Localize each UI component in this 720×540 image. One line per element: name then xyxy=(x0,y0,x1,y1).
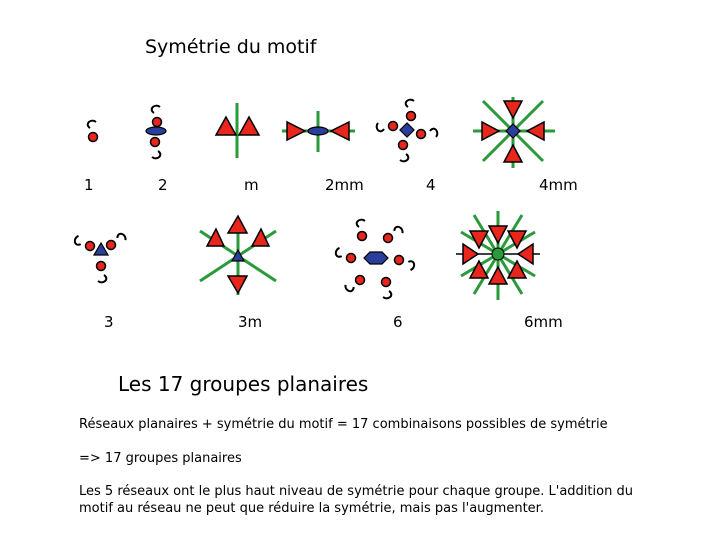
motif-2 xyxy=(146,106,166,159)
motif-4mm xyxy=(473,97,555,168)
paragraph-3-line-1: Les 5 réseaux ont le plus haut niveau de symétrie pour chaque groupe. L'addition du xyxy=(79,484,633,499)
label-m: m xyxy=(244,176,259,194)
paragraph-2: => 17 groupes planaires xyxy=(79,451,242,466)
motif-3 xyxy=(73,232,127,282)
motif-m xyxy=(216,103,259,158)
section-subtitle: Les 17 groupes planaires xyxy=(118,372,369,396)
paragraph-3-line-2: motif au réseau ne peut que réduire la symétrie, mais pas l'augmenter. xyxy=(79,501,544,516)
label-4: 4 xyxy=(426,176,436,194)
motif-6mm xyxy=(456,211,540,300)
diagram-title: Symétrie du motif xyxy=(145,36,317,58)
label-1: 1 xyxy=(84,176,94,194)
label-2mm: 2mm xyxy=(325,176,364,194)
motif-1 xyxy=(88,121,98,142)
motif-4 xyxy=(377,100,438,162)
label-6: 6 xyxy=(393,313,403,331)
paragraph-1: Réseaux planaires + symétrie du motif = 17 combinaisons possibles de symétrie xyxy=(79,417,608,432)
label-2: 2 xyxy=(158,176,168,194)
label-3: 3 xyxy=(104,313,114,331)
label-4mm: 4mm xyxy=(539,176,578,194)
label-6mm: 6mm xyxy=(524,313,563,331)
label-3m: 3m xyxy=(238,313,263,331)
motif-3m xyxy=(200,216,276,295)
motif-6 xyxy=(334,220,416,299)
motif-2mm xyxy=(282,111,355,152)
